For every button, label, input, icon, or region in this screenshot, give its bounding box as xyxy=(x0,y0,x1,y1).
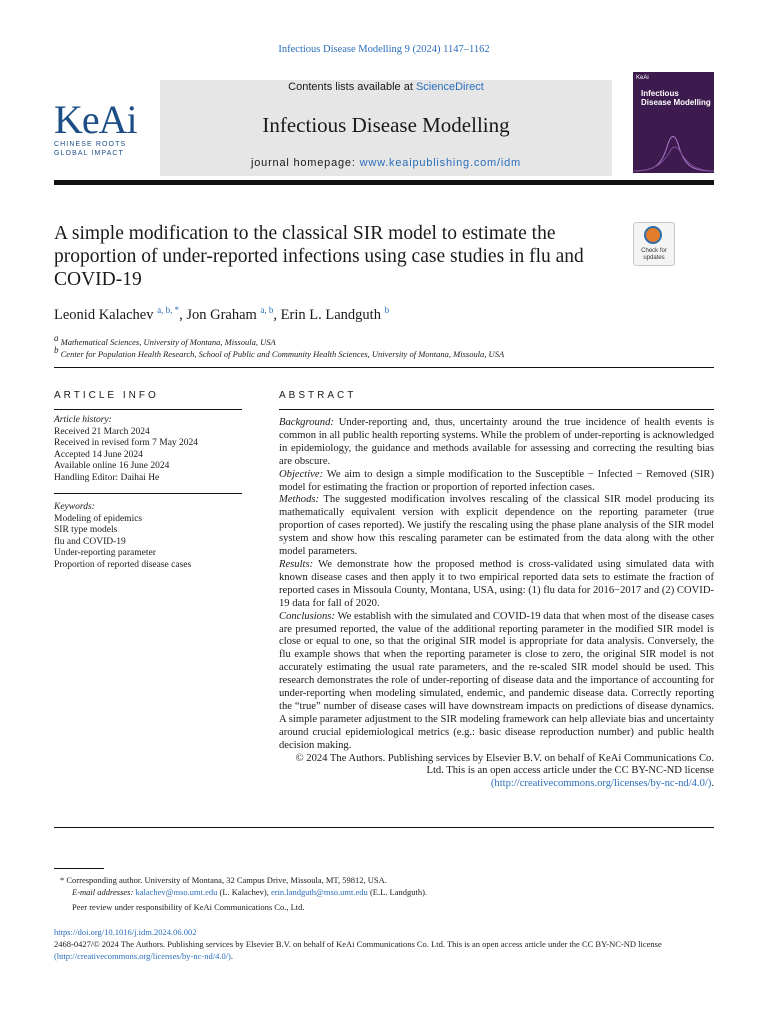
author-marks[interactable]: a, b xyxy=(260,305,274,315)
section-rule xyxy=(54,367,714,368)
abstract-section xyxy=(279,417,714,469)
doi-link[interactable] xyxy=(54,927,714,939)
abstract-section-label: Methods: xyxy=(279,494,320,506)
abstract-rule xyxy=(279,409,714,410)
doi-text[interactable]: https://doi.org/10.1016/j.idm.2024.06.002 xyxy=(54,927,197,937)
affiliation-text: Center for Population Health Research, School of Public and Community Health Sciences, University of Montana, Missoula, USA xyxy=(60,348,505,359)
history-item: Accepted 14 June 2024 xyxy=(54,449,143,460)
bottom-license-link[interactable]: (http://creativecommons.org/licenses/by-nc-nd/4.0/) xyxy=(54,950,231,961)
article-info-heading: ARTICLE INFO xyxy=(54,390,159,401)
author-separator: , xyxy=(273,306,281,323)
keyword-item: SIR type models xyxy=(54,525,118,536)
logo-tagline-2: GLOBAL IMPACT xyxy=(54,150,124,157)
article-title: A simple modification to the classical SIR model to estimate the proportion of under-reported infections using case studies in flu and COVID-19 xyxy=(54,223,584,290)
homepage-prefix: journal homepage: xyxy=(250,157,356,169)
abstract-body xyxy=(279,417,714,791)
issn-notice xyxy=(54,939,714,962)
email-label: E-mail addresses: xyxy=(72,887,134,897)
history-item: Received 21 March 2024 xyxy=(54,426,150,437)
email-owner: (E.L. Landguth). xyxy=(369,887,428,897)
author-name[interactable]: Erin L. Landguth xyxy=(280,306,381,323)
cover-title: Infectious Disease Modelling xyxy=(641,89,711,107)
keywords xyxy=(54,502,242,572)
journal-reference[interactable]: Infectious Disease Modelling 9 (2024) 1147–1162 xyxy=(278,44,490,55)
cover-logo: KeAi xyxy=(636,75,649,81)
history-item: Available online 16 June 2024 xyxy=(54,461,170,472)
publisher-logo xyxy=(54,97,137,158)
sciencedirect-link[interactable]: ScienceDirect xyxy=(415,81,484,93)
abstract-heading: ABSTRACT xyxy=(279,390,357,401)
cover-curve-graphic xyxy=(633,127,714,173)
email-link[interactable]: kalachev@mso.umt.edu xyxy=(135,887,218,897)
abstract-section-text: We establish with the simulated and COVID-19 data that when most of the disease cases are presumed reported, the value of the additional reporting parameter in the modified SIR model is close or equal to one, so that the original SIR model is appropriate for data analysis. Conversely, the flu example shows that when the reporting parameter is close to zero, the original SIR model is not accurately estimating the usual rate parameters, and the re-scaled SIR model should be used. This research demonstrates the role of under-reporting of disease data and the importance of accounting for under-reporting when modeling simulated, endemic, and pandemic disease data. Correctly reporting the “true” number of disease cases will have downstream impacts on predictions of disease dynamics. A simple parameter adjustment to the SIR modeling framework can help alleviate bias and uncertainty around crucial epidemiological metrics (e.g.: basic disease reproduction number) and public health decision making. xyxy=(279,610,714,751)
license-link[interactable]: (http://creativecommons.org/licenses/by-nc-nd/4.0/) xyxy=(490,778,712,790)
article-info-rule xyxy=(54,409,242,410)
journal-homepage xyxy=(160,157,612,169)
logo-tagline-1: CHINESE ROOTS xyxy=(54,141,127,148)
logo-mark: KeAi xyxy=(54,97,137,142)
check-updates-label: Check for updates xyxy=(641,248,667,261)
corresponding-mark: * xyxy=(60,875,65,885)
keyword-item: Under-reporting parameter xyxy=(54,548,156,559)
author-marks[interactable]: a, b, * xyxy=(157,305,180,315)
keywords-rule xyxy=(54,493,242,494)
corresponding-text: Corresponding author. University of Montana, 32 Campus Drive, Missoula, MT, 59812, USA. xyxy=(66,875,387,885)
article-history xyxy=(54,415,242,485)
affiliation-mark: b xyxy=(54,345,59,355)
author-separator: , xyxy=(179,306,187,323)
check-updates-icon xyxy=(644,226,662,244)
abstract-section xyxy=(279,469,714,495)
abstract-section-label: Conclusions: xyxy=(279,610,335,622)
journal-title: Infectious Disease Modelling xyxy=(262,113,510,137)
email-footnote xyxy=(72,887,427,899)
abstract-section-text: We aim to design a simple modification to the Susceptible − Infected − Removed (SIR) model for estimating the fraction or proportion of reported infection cases. xyxy=(279,468,714,493)
author-list xyxy=(54,305,389,324)
author-name[interactable]: Leonid Kalachev xyxy=(54,306,154,323)
author-name[interactable]: Jon Graham xyxy=(186,306,257,323)
abstract-section-label: Results: xyxy=(279,558,314,570)
bottom-license-period: . xyxy=(230,950,234,961)
issn-text: 2468-0427/© 2024 The Authors. Publishing services by Elsevier B.V. on behalf of KeAi Communications Co. Ltd. This is an open access article under the CC BY-NC-ND license xyxy=(54,939,662,949)
abstract-section-label: Objective: xyxy=(279,468,324,480)
abstract-section-label: Background: xyxy=(279,417,334,428)
email-owner: (L. Kalachev), xyxy=(219,887,269,897)
email-link[interactable]: erin.landguth@mso.umt.edu xyxy=(270,887,368,897)
check-for-updates-button[interactable] xyxy=(633,222,675,266)
copyright-notice xyxy=(279,753,714,792)
header-rule xyxy=(54,180,714,185)
license-period: . xyxy=(711,778,714,790)
affiliation-mark: a xyxy=(54,333,59,343)
keywords-label: Keywords: xyxy=(54,502,95,512)
keyword-item: Modeling of epidemics xyxy=(54,513,143,524)
abstract-section xyxy=(279,611,714,753)
keyword-item: Proportion of reported disease cases xyxy=(54,559,192,570)
corresponding-footnote xyxy=(60,875,387,887)
history-label: Article history: xyxy=(54,415,112,425)
abstract-section xyxy=(279,494,714,559)
bottom-rule xyxy=(54,827,714,828)
abstract-section-text: The suggested modification involves rescaling of the classical SIR model producing its mathematically equivalent version with explicit dependence on the reporting parameter (true proportion of cases reported). We justify the rescaling using the phase plane analysis of the SIR model system and show how this rescaling parameter can be estimated from the data along with the other model parameters. xyxy=(279,494,714,558)
copyright-text: © 2024 The Authors. Publishing services by Elsevier B.V. on behalf of KeAi Communications Co. Ltd. This is an open access article under the CC BY-NC-ND license xyxy=(295,752,714,777)
homepage-link[interactable]: www.keaipublishing.com/idm xyxy=(359,157,521,169)
contents-line xyxy=(160,81,612,93)
abstract-section xyxy=(279,559,714,611)
history-item: Handling Editor: Daihai He xyxy=(54,472,160,483)
keyword-item: flu and COVID-19 xyxy=(54,536,126,547)
contents-prefix: Contents lists available at xyxy=(288,81,413,93)
affiliation-text: Mathematical Sciences, University of Montana, Missoula, USA xyxy=(60,336,276,347)
footnote-rule xyxy=(54,868,104,869)
author-marks[interactable]: b xyxy=(384,305,390,315)
history-item: Received in revised form 7 May 2024 xyxy=(54,438,199,449)
affiliation xyxy=(54,345,504,359)
journal-cover xyxy=(633,72,714,173)
abstract-section-text: Under-reporting and, thus, uncertainty around the true incidence of health events is common in all public health reporting systems. While the problem of under-reporting is acknowledged in epidemiology, the guidance and methods available for assessing and correcting the resulting bias are obscure. xyxy=(279,417,715,467)
peer-review-note: Peer review under responsibility of KeAi Communications Co., Ltd. xyxy=(72,902,305,912)
abstract-section-text: We demonstrate how the proposed method is cross-validated using simulated data with known disease cases and then apply it to two empirical reported data sets to estimate the fraction of reported cases in Missoula County, Montana, USA, using: (1) flu data for 2016−2017 and (2) COVID-19 data for fall of 2020. xyxy=(279,558,714,609)
